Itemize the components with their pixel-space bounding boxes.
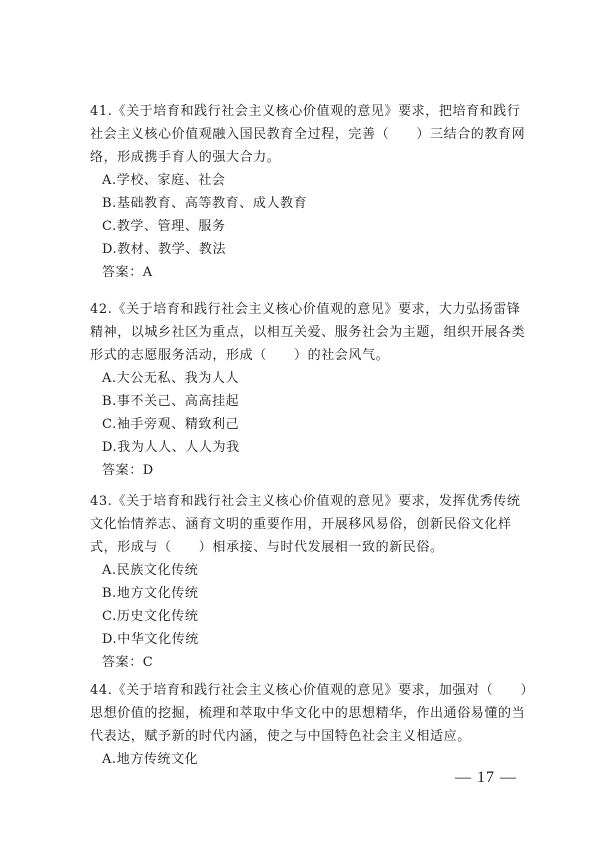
question-stem: 42.《关于培育和践行社会主义核心价值观的意见》要求，大力弘扬雷锋精神，以城乡社区为重点，以相互关爱、服务社会为主题，组织开展各类形式的志愿服务活动，形成（ ）的社会风气。 (90, 302, 526, 363)
option-a: A.地方传统文化 (102, 752, 199, 767)
option-d: D.中华文化传统 (102, 632, 199, 647)
question-stem: 44.《关于培育和践行社会主义核心价值观的意见》要求，加强对（ ）思想价值的挖掘，梳理和萃取中华文化中的思想精华，作出通俗易懂的当代表达，赋予新的时代内涵，使之与中国特色社会主义相适应。 (90, 683, 528, 744)
option-c: C.袖手旁观、精致利己 (102, 417, 240, 432)
option-a: A.大公无私、我为人人 (102, 371, 240, 386)
question-42 (90, 298, 530, 482)
page-number: — 17 — (455, 769, 517, 786)
answer-line: 答案：C (102, 655, 154, 670)
question-43 (90, 490, 530, 674)
option-a: A.学校、家庭、社会 (102, 173, 226, 188)
option-c: C.教学、管理、服务 (102, 219, 226, 234)
option-a: A.民族文化传统 (102, 563, 199, 578)
answer-line: 答案：D (102, 463, 154, 478)
option-b: B.事不关己、高高挂起 (102, 394, 240, 409)
option-b: B.地方文化传统 (102, 586, 199, 601)
question-44 (90, 679, 530, 771)
option-d: D.我为人人、人人为我 (102, 440, 240, 455)
option-c: C.历史文化传统 (102, 609, 199, 624)
answer-line: 答案：A (102, 265, 153, 280)
question-41 (90, 100, 530, 284)
option-d: D.教材、教学、教法 (102, 242, 227, 257)
question-stem: 41.《关于培育和践行社会主义核心价值观的意见》要求，把培育和践行社会主义核心价值观融入国民教育全过程，完善（ ）三结合的教育网络，形成携手育人的强大合力。 (90, 104, 526, 165)
question-stem: 43.《关于培育和践行社会主义核心价值观的意见》要求，发挥优秀传统文化怡情养志、涵育文明的重要作用，开展移风易俗，创新民俗文化样式，形成与（ ）相承接、与时代发展相一致的新民俗。 (90, 494, 521, 555)
option-b: B.基础教育、高等教育、成人教育 (102, 196, 308, 211)
